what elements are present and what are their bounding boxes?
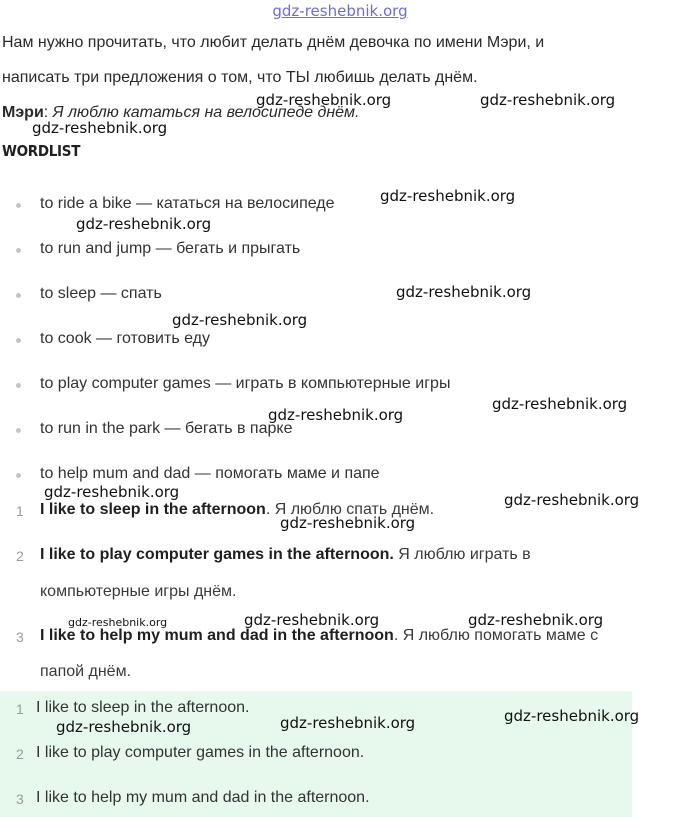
wordlist-item: to run and jump — бегать и прыгать <box>40 240 301 257</box>
sentence-en: I like to help my mum and dad in the afternoon <box>40 627 394 644</box>
bullet-icon <box>16 428 21 433</box>
sentence-ru: Я люблю спать днём. <box>270 501 435 518</box>
wordlist-item: to play computer games — играть в компьютерные игры <box>40 375 451 392</box>
answer-number: 2 <box>16 746 24 762</box>
wordlist-title: WORDLIST <box>2 142 81 160</box>
watermark: gdz-reshebnik.org <box>380 187 516 205</box>
watermark: gdz-reshebnik.org <box>468 611 604 629</box>
watermark: gdz-reshebnik.org <box>44 483 180 501</box>
watermark: gdz-reshebnik.org <box>172 311 308 329</box>
mary-name: Мэри <box>2 104 44 121</box>
intro-line-1: Нам нужно прочитать, что любит делать днём девочка по имени Мэри, и <box>2 34 545 51</box>
answer-2: I like to play computer games in the afternoon. <box>36 744 365 761</box>
sentence-ru: Я люблю помогать маме с <box>398 627 599 644</box>
watermark: gdz-reshebnik.org <box>504 707 640 725</box>
sentence-3-cont: папой днём. <box>40 663 132 680</box>
wordlist-item: to help mum and dad — помогать маме и папе <box>40 465 380 482</box>
mary-separator: : <box>43 104 53 121</box>
sentence-number: 3 <box>16 629 24 645</box>
sentence-ru: Я люблю играть в <box>393 546 531 563</box>
watermark: gdz-reshebnik.org <box>504 491 640 509</box>
sentence-2 <box>40 546 531 564</box>
wordlist-item: to run in the park — бегать в парке <box>40 420 293 437</box>
watermark: gdz-reshebnik.org <box>76 215 212 233</box>
bullet-icon <box>16 338 21 343</box>
watermark: gdz-reshebnik.org <box>480 91 616 109</box>
wordlist-item: to cook — готовить еду <box>40 330 210 347</box>
bullet-icon <box>16 383 21 388</box>
wordlist-item: to ride a bike — кататься на велосипеде <box>40 195 335 212</box>
answer-number: 1 <box>16 701 24 717</box>
bullet-icon <box>16 248 21 253</box>
answer-number: 3 <box>16 791 24 807</box>
sentence-punct: . <box>265 501 271 518</box>
bullet-icon <box>16 293 21 298</box>
sentence-2-cont: компьютерные игры днём. <box>40 583 237 600</box>
watermark: gdz-reshebnik.org <box>280 514 416 532</box>
sentence-3 <box>40 627 598 645</box>
watermark: gdz-reshebnik.org <box>32 119 168 137</box>
sentence-en: I like to sleep in the afternoon <box>40 501 266 518</box>
bullet-icon <box>16 203 21 208</box>
watermark: gdz-reshebnik.org <box>68 616 168 629</box>
answer-3: I like to help my mum and dad in the afternoon. <box>36 789 370 806</box>
wordlist-item: to sleep — спать <box>40 285 162 302</box>
watermark: gdz-reshebnik.org <box>280 714 416 732</box>
watermark: gdz-reshebnik.org <box>492 395 628 413</box>
watermark: gdz-reshebnik.org <box>396 283 532 301</box>
mary-quote: Я люблю кататься на велосипеде днём. <box>52 104 360 121</box>
sentence-en: I like to play computer games in the afternoon. <box>40 546 394 563</box>
header-watermark[interactable]: gdz-reshebnik.org <box>272 2 408 20</box>
sentence-number: 2 <box>16 548 24 564</box>
sentence-number: 1 <box>16 503 24 519</box>
intro-line-2: написать три предложения о том, что ТЫ любишь делать днём. <box>2 69 478 86</box>
watermark: gdz-reshebnik.org <box>56 718 192 736</box>
answer-1: I like to sleep in the afternoon. <box>36 699 250 716</box>
watermark: gdz-reshebnik.org <box>256 91 392 109</box>
sentence-punct: . <box>393 627 399 644</box>
bullet-icon <box>16 473 21 478</box>
watermark: gdz-reshebnik.org <box>244 611 380 629</box>
watermark: gdz-reshebnik.org <box>268 406 404 424</box>
